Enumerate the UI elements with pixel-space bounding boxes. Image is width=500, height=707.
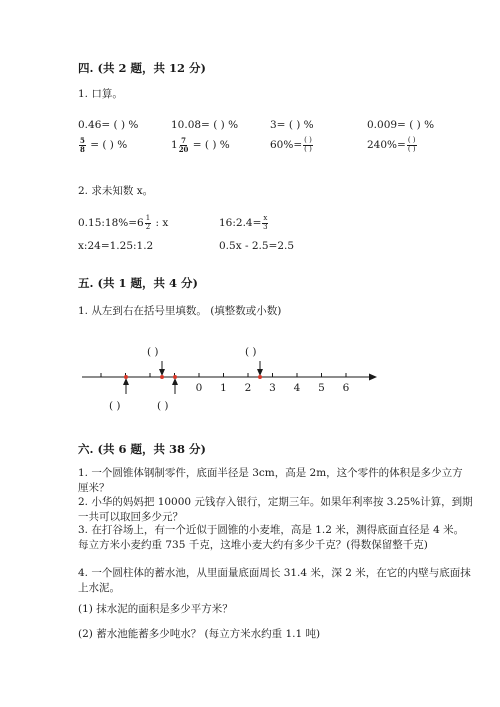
equation-3: x:24=1.25:1.2	[78, 240, 154, 252]
problem-4: 4. 一个圆柱体的蓄水池，从里面量底面周长 31.4 米，深 2 米，在它的内壁与底面抹上水泥。	[78, 567, 471, 594]
answer-blank-bottom-1: ( )	[109, 400, 121, 412]
tick-label: 0	[195, 382, 203, 394]
answer-blank-top-2: ( )	[245, 346, 257, 358]
equation-1: 0.15:18%=6 $\frac{1}{2}$ : x	[78, 214, 169, 231]
oral-item-6: 1 $\frac{7}{20}$ = ( ) %	[171, 136, 230, 154]
red-point-marker	[173, 375, 177, 379]
q2-label: 2. 求未知数 x。	[78, 185, 154, 197]
oral-item-3: 3= ( ) %	[270, 119, 314, 131]
answer-blank-top-1: ( )	[147, 346, 159, 358]
subquestion-2: (2) 蓄水池能蓄多少吨水？ (每立方米水约重 1.1 吨)	[78, 628, 321, 640]
number-line-labels	[196, 382, 350, 394]
oral-item-7: 60%= $\frac{( )}{( )}$	[270, 136, 312, 153]
red-point-marker	[258, 375, 262, 379]
tick-label: 4	[293, 382, 301, 394]
section5-heading: 五. (共 1 题，共 4 分)	[78, 276, 198, 290]
equation-2: 16:2.4= $\frac{x}{3}$	[219, 214, 268, 231]
problem-1: 1. 一个圆锥体钢制零件，底面半径是 3cm，高是 2m，这个零件的体积是多少立方厘米？	[78, 467, 463, 494]
tick-label: 5	[318, 382, 325, 394]
arrow-down-icon	[257, 369, 263, 376]
arrow-up-icon	[172, 378, 178, 385]
blank-fraction: $\frac{( )}{( )}$	[407, 136, 416, 153]
oral-item-8: 240%= $\frac{( )}{( )}$	[367, 136, 416, 153]
fraction-x-thirds: $\frac{x}{3}$	[263, 214, 268, 231]
fraction-five-eighths: $\frac{5}{8}$	[80, 136, 85, 154]
section5-question: 1. 从左到右在括号里填数。 (填整数或小数)	[78, 305, 282, 317]
tick-label: 6	[342, 382, 350, 394]
section4-heading: 四. (共 2 题，共 12 分)	[78, 61, 206, 75]
section6-heading: 六. (共 6 题，共 38 分)	[78, 442, 206, 456]
problem-2: 2. 小华的妈妈把 10000 元钱存入银行，定期三年。如果年利率按 3.25%计算，到期一共可以取回多少元？	[78, 496, 473, 523]
equation-4: 0.5x - 2.5=2.5	[219, 240, 295, 252]
answer-blank-bottom-2: ( )	[157, 400, 169, 412]
arrow-up-icon	[123, 378, 129, 385]
number-line-ticks	[101, 373, 346, 377]
red-point-marker	[160, 375, 164, 379]
oral-item-1: 0.46= ( ) %	[78, 119, 139, 131]
problem-3: 3. 在打谷场上，有一个近似于圆锥的小麦堆，高是 1.2 米，测得底面直径是 4 米。每立方米小麦约重 735 千克，这堆小麦大约有多少千克？(得数保留整千克)	[78, 524, 465, 551]
oral-item-5: $\frac{5}{8}$ = ( ) %	[80, 136, 128, 154]
tick-label: 3	[269, 382, 276, 394]
tick-label: 1	[220, 382, 227, 394]
tick-label: 2	[244, 382, 252, 394]
blank-fraction: $\frac{( )}{( )}$	[304, 136, 312, 153]
subquestion-1: (1) 抹水泥的面积是多少平方米？	[78, 603, 233, 615]
red-point-marker	[124, 375, 128, 379]
arrow-down-icon	[159, 369, 165, 376]
arrowhead-icon	[369, 374, 377, 381]
fraction-seven-twentieths: $\frac{7}{20}$	[178, 136, 189, 154]
oral-item-2: 10.08= ( ) %	[171, 119, 239, 131]
q1-label: 1. 口算。	[78, 88, 123, 100]
oral-item-4: 0.009= ( ) %	[367, 119, 435, 131]
fraction-one-half: $\frac{1}{2}$	[145, 214, 151, 231]
